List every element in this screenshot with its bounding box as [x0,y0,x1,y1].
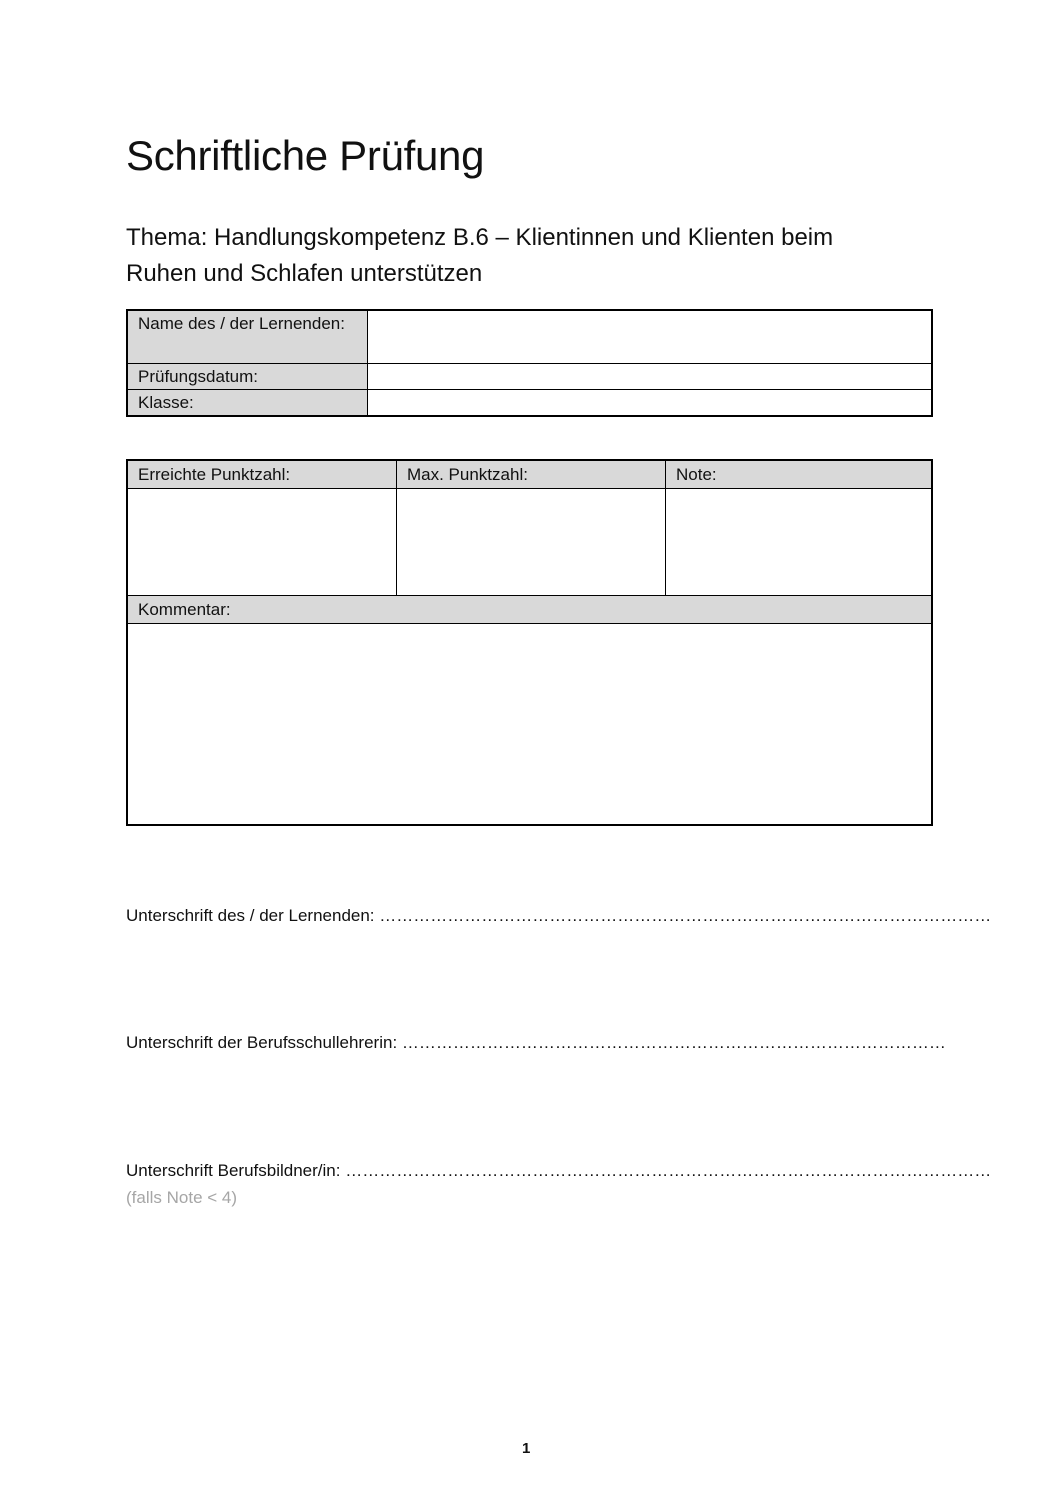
learner-signature-label: Unterschrift des / der Lernenden: [126,906,375,925]
trainer-signature-field[interactable]: …………………………………………………………………………………………………… [345,1161,992,1180]
teacher-signature-line [126,1033,946,1053]
grade-field[interactable] [666,489,933,596]
trainer-signature-line [126,1161,992,1181]
class-field[interactable] [368,390,933,417]
achieved-points-label: Erreichte Punktzahl: [127,460,397,489]
grade-label: Note: [666,460,933,489]
page-subtitle [126,220,926,292]
max-points-field[interactable] [397,489,666,596]
class-label: Klasse: [127,390,368,417]
subtitle-line-2: Ruhen und Schlafen unterstützen [126,260,483,287]
name-label: Name des / der Lernenden: [127,310,368,364]
max-points-label: Max. Punktzahl: [397,460,666,489]
page-title: Schriftliche Prüfung [126,132,485,179]
subtitle-line-1: Thema: Handlungskompetenz B.6 – Klientinnen und Klienten beim [126,224,834,251]
student-info-table [126,309,933,417]
learner-signature-line [126,906,992,926]
grading-table [126,459,933,826]
comment-label: Kommentar: [127,596,932,624]
name-field[interactable] [368,310,933,364]
teacher-signature-label: Unterschrift der Berufsschullehrerin: [126,1033,398,1052]
exam-date-field[interactable] [368,364,933,390]
trainer-signature-label: Unterschrift Berufsbildner/in: [126,1161,341,1180]
comment-field[interactable] [127,624,932,826]
learner-signature-field[interactable]: ……………………………………………………………………………………………… [379,906,992,925]
page-number: 1 [522,1440,531,1457]
exam-date-label: Prüfungsdatum: [127,364,368,390]
teacher-signature-field[interactable]: …………………………………………………………………………………… [401,1033,946,1052]
achieved-points-field[interactable] [127,489,397,596]
trainer-signature-note: (falls Note < 4) [126,1188,238,1207]
